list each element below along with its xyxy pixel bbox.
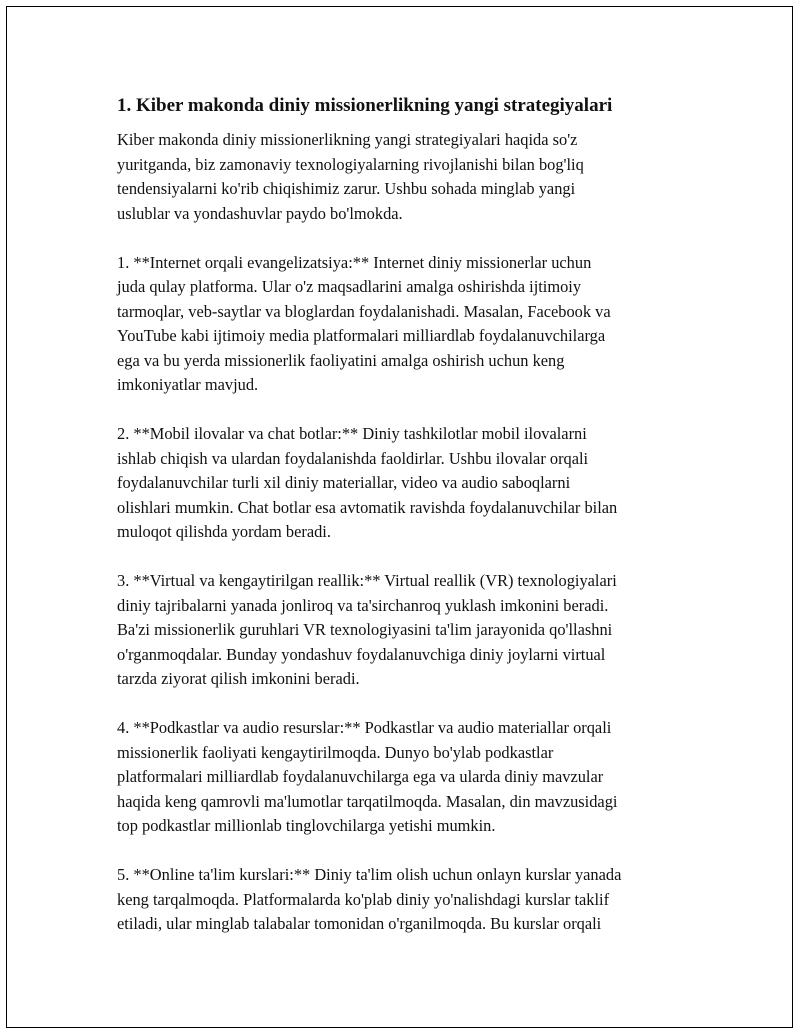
intro-paragraph: Kiber makonda diniy missionerlikning yangi strategiyalari haqida so'z yuritganda, biz zamonaviy texnologiyalarning rivojlanishi bilan bog'liq tendensiyalarni ko'rib chiqishimiz zarur. Ushbu sohada minglab yangi uslublar va yondashuvlar paydo bo'lmokda. [117, 130, 584, 223]
paragraph-internet-evangelization: 1. **Internet orqali evangelizatsiya:** Internet diniy missionerlar uchun juda qulay platforma. Ular o'z maqsadlarini amalga oshirishda ijtimoiy tarmoqlar, veb-saytlar va bloglardan foydalanishadi. Masalan, Facebook va YouTube kabi ijtimoiy media platformalari milliardlab foydalanuvchilarga ega va bu yerda missionerlik faoliyatini amalga oshirish uchun keng imkoniyatlar mavjud. [117, 252, 611, 394]
document-body [117, 92, 697, 961]
paragraph-virtual-reality: 3. **Virtual va kengaytirilgan reallik:** Virtual reallik (VR) texnologiyalari diniy tajribalarni yanada jonliroq va ta'sirchanroq yuklash imkonini beradi. Ba'zi missionerlik guruhlari VR texnologiyasini ta'lim jarayonida qo'llashni o'rganmoqdalar. Bunday yondashuv foydalanuvchiga diniy joylarni virtual tarzda ziyorat qilish imkonini beradi. [117, 571, 617, 688]
paragraph-mobile-apps-chatbots: 2. **Mobil ilovalar va chat botlar:** Diniy tashkilotlar mobil ilovalarni ishlab chiqish va ulardan foydalanishda faoldirlar. Ushbu ilovalar orqali foydalanuvchilar turli xil diniy materiallar, video va audio saboqlarni olishlari mumkin. Chat botlar esa avtomatik ravishda foydalanuvchilar bilan muloqot qilishda yordam beradi. [117, 424, 618, 541]
document-title: 1. Kiber makonda diniy missionerlikning yangi strategiyalari [117, 95, 613, 116]
paragraph-online-courses: 5. **Online ta'lim kurslari:** Diniy ta'lim olish uchun onlayn kurslar yanada keng tarqalmoqda. Platformalarda ko'plab diniy yo'nalishdagi kurslar taklif etiladi, ular minglab talabalar tomonidan o'rganilmoqda. Bu kurslar orqali [117, 865, 622, 933]
paragraph-podcasts-audio: 4. **Podkastlar va audio resurslar:** Podkastlar va audio materiallar orqali missionerlik faoliyati kengaytirilmoqda. Dunyo bo'ylab podkastlar platformalari milliardlab foydalanuvchilarga ega va ularda diniy mavzular haqida keng qamrovli ma'lumotlar tarqatilmoqda. Masalan, din mavzusidagi top podkastlar millionlab tinglovchilarga yetishi mumkin. [117, 718, 618, 835]
